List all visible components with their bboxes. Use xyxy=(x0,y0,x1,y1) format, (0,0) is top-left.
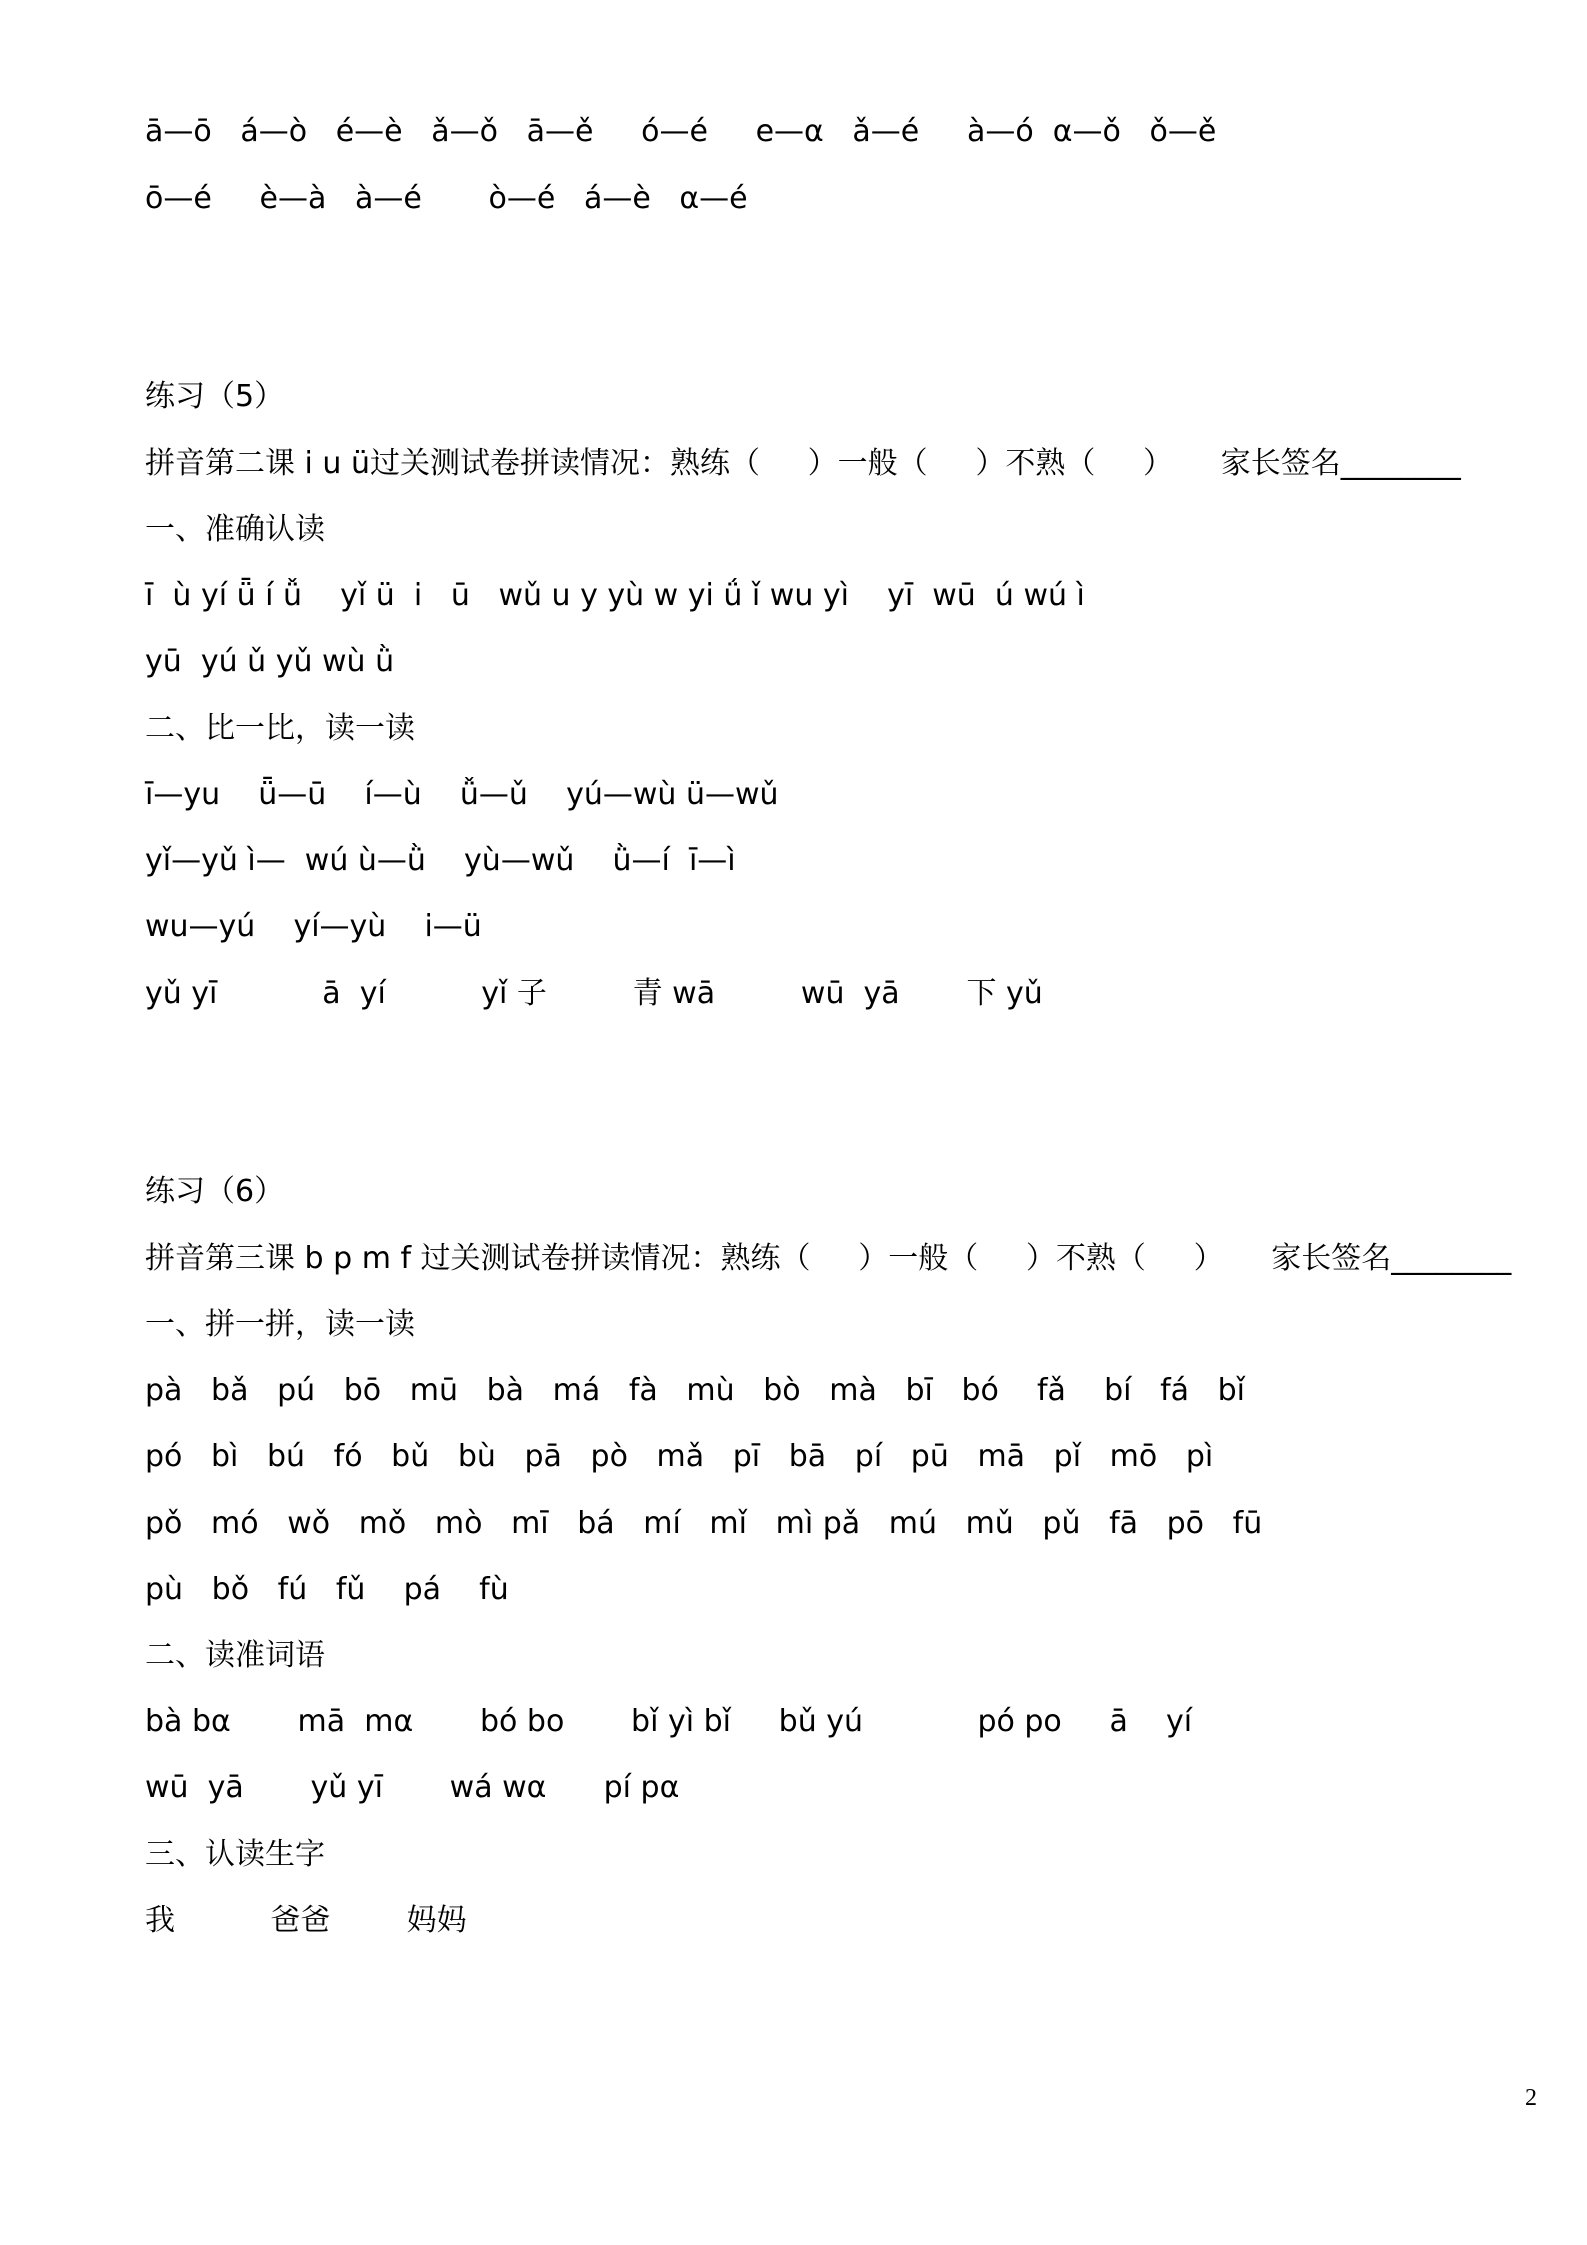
exercise5-section1-heading: 一、准确认读 xyxy=(145,512,325,547)
exercise6-section1-row-2: pó bì bú fó bǔ bù pā pò mǎ pī bā pí pū mā pǐ mō pì xyxy=(145,1439,1214,1474)
exercise5-section2-row-3: wu—yú yí—yù i—ü xyxy=(145,909,482,944)
exercise5-section2-row-4: yǔ yī ā yí yǐ 子 青 wā wū yā 下 yǔ xyxy=(145,976,1043,1011)
exercise5-section2-heading: 二、比一比，读一读 xyxy=(145,711,415,746)
exercise5-title: 练习（5） xyxy=(145,379,285,414)
exercise5-section1-row-2: yū yú ǔ yǔ wù ǜ xyxy=(145,644,395,679)
exercise6-section1-row-4: pù bǒ fú fǔ pá fù xyxy=(145,1572,509,1607)
exercise6-section1-heading: 一、拼一拼，读一读 xyxy=(145,1307,415,1342)
exercise6-section2-row-2: wū yā yǔ yī wá wα pí pα xyxy=(145,1770,680,1805)
exercise5-section2-row-1: ī—yu ǖ—ū í—ù ǚ—ǔ yú—wù ü—wǔ xyxy=(145,777,779,812)
exercise6-section2-heading: 二、读准词语 xyxy=(145,1638,325,1673)
exercise6-section3-heading: 三、认读生字 xyxy=(145,1837,325,1872)
exercise6-section1-row-3: pǒ mó wǒ mǒ mò mī bá mí mǐ mì pǎ mú mǔ pǔ fā pō fū xyxy=(145,1506,1263,1541)
exercise6-status-line: 拼音第三课 b p m f 过关测试卷拼读情况：熟练（ ）一般（ ）不熟（ ） 家长签名________ xyxy=(145,1241,1512,1276)
exercise6-title: 练习（6） xyxy=(145,1174,285,1209)
exercise5-status-line: 拼音第二课 i u ü过关测试卷拼读情况：熟练（ ）一般（ ）不熟（ ） 家长签名________ xyxy=(145,446,1461,481)
exercise6-section2-row-1: bà bα mā mα bó bo bǐ yì bǐ bǔ yú pó po ā yí xyxy=(145,1704,1193,1739)
vowel-compare-row-1: ā—ō á—ò é—è ǎ—ǒ ā—ě ó—é e—α ǎ—é à—ó α—ǒ ǒ—ě xyxy=(145,114,1217,149)
vowel-compare-row-2: ō—é è—à à—é ò—é á—è α—é xyxy=(145,181,748,216)
exercise6-section1-row-1: pà bǎ pú bō mū bà má fà mù bò mà bī bó fǎ bí fá bǐ xyxy=(145,1373,1245,1408)
exercise5-section1-row-1: ī ù yí ǖ í ǚ yǐ ü i ū wǔ u y yù w yi ǘ ǐ wu yì yī wū ú wú ì xyxy=(145,578,1085,613)
page-number: 2 xyxy=(1525,2085,1537,2111)
exercise6-section3-row-1: 我 爸爸 妈妈 xyxy=(145,1903,467,1938)
exercise5-section2-row-2: yǐ—yǔ ì— wú ù—ǜ yù—wǔ ǜ—í ī—ì xyxy=(145,843,736,878)
